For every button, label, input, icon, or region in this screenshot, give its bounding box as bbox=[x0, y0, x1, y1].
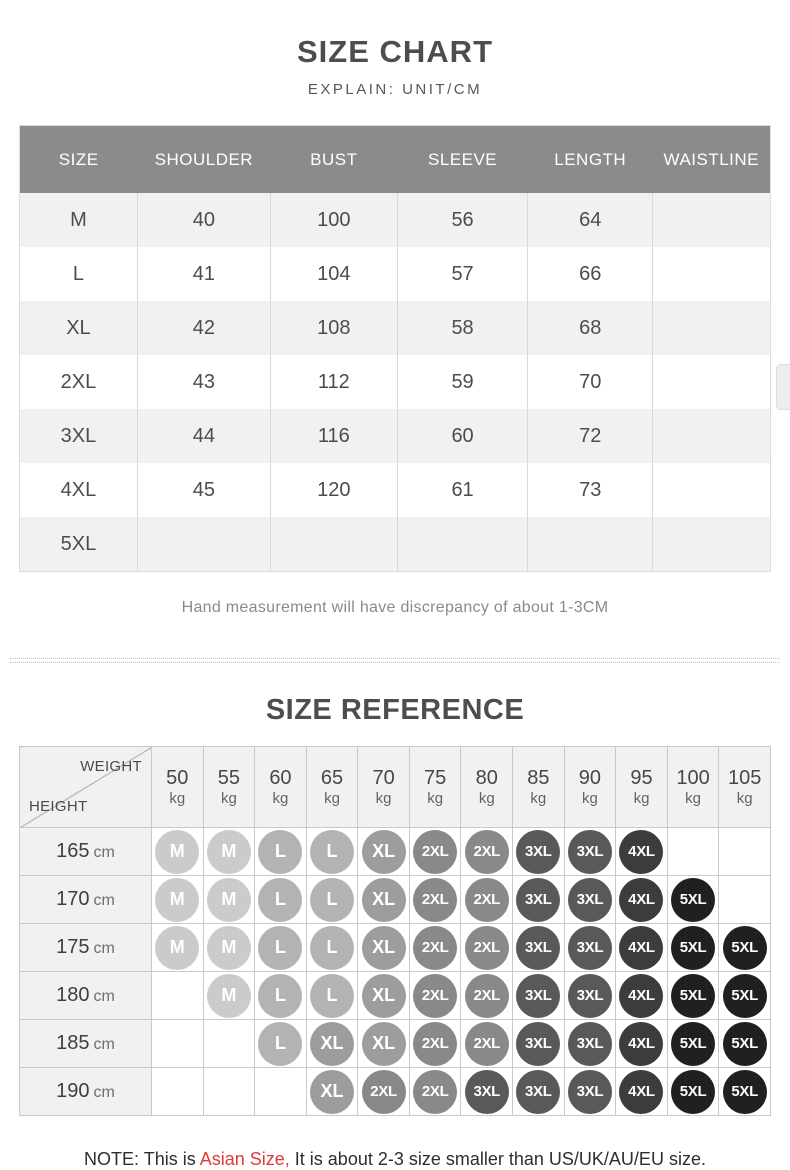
weight-unit: kg bbox=[478, 789, 495, 807]
size-badge-m: M bbox=[207, 926, 251, 970]
size-badge-3xl: 3XL bbox=[568, 878, 612, 922]
measurement-cell: 57 bbox=[397, 247, 528, 301]
size-badge-cell bbox=[461, 876, 513, 924]
size-cell: 4XL bbox=[20, 463, 138, 517]
size-badge-4xl: 4XL bbox=[619, 1070, 663, 1114]
measurement-cell: 104 bbox=[270, 247, 397, 301]
size-badge-5xl: 5XL bbox=[723, 1022, 767, 1066]
size-chart-header-row bbox=[20, 126, 771, 194]
size-badge-3xl: 3XL bbox=[568, 974, 612, 1018]
size-badge-cell bbox=[564, 972, 616, 1020]
height-cell-185cm bbox=[20, 1020, 152, 1068]
measurement-cell bbox=[653, 247, 771, 301]
size-badge-cell bbox=[461, 972, 513, 1020]
height-cell-175cm bbox=[20, 924, 152, 972]
weight-header-65kg bbox=[306, 747, 358, 828]
size-badge-cell bbox=[203, 828, 255, 876]
size-badge-cell bbox=[358, 876, 410, 924]
height-cell-165cm bbox=[20, 828, 152, 876]
size-badge-3xl: 3XL bbox=[516, 1070, 560, 1114]
measurement-cell: 68 bbox=[528, 301, 653, 355]
size-badge-cell bbox=[513, 1068, 565, 1116]
column-header-size: SIZE bbox=[20, 126, 138, 194]
size-badge-cell bbox=[358, 828, 410, 876]
height-unit: cm bbox=[93, 988, 115, 1005]
size-chart-row bbox=[20, 463, 771, 517]
size-badge-cell bbox=[564, 876, 616, 924]
size-badge-cell bbox=[203, 876, 255, 924]
size-badge-5xl: 5XL bbox=[671, 926, 715, 970]
weight-value: 55 bbox=[217, 766, 240, 789]
size-badge-cell bbox=[667, 1020, 719, 1068]
weight-header-50kg bbox=[152, 747, 204, 828]
measurement-cell bbox=[653, 463, 771, 517]
height-value: 185 bbox=[56, 1032, 90, 1054]
size-badge-cell bbox=[152, 924, 204, 972]
weight-header-95kg bbox=[616, 747, 668, 828]
measurement-cell bbox=[653, 409, 771, 463]
weight-unit: kg bbox=[685, 789, 701, 807]
size-badge-3xl: 3XL bbox=[568, 926, 612, 970]
weight-header-60kg bbox=[255, 747, 307, 828]
size-badge-5xl: 5XL bbox=[671, 1070, 715, 1114]
measurement-cell bbox=[270, 517, 397, 572]
size-badge-cell bbox=[409, 828, 461, 876]
size-badge-3xl: 3XL bbox=[516, 926, 560, 970]
measurement-cell bbox=[397, 517, 528, 572]
measurement-cell: 59 bbox=[397, 355, 528, 409]
size-badge-3xl: 3XL bbox=[465, 1070, 509, 1114]
size-badge-cell bbox=[667, 972, 719, 1020]
note-prefix: NOTE: This is bbox=[84, 1149, 200, 1169]
size-chart-row bbox=[20, 301, 771, 355]
size-badge-cell bbox=[616, 972, 668, 1020]
size-cell: M bbox=[20, 193, 138, 247]
weight-value: 95 bbox=[630, 766, 653, 789]
weight-header-85kg bbox=[513, 747, 565, 828]
size-badge-cell bbox=[203, 1068, 255, 1116]
size-badge-cell bbox=[358, 1020, 410, 1068]
size-reference-title: SIZE REFERENCE bbox=[265, 694, 525, 726]
measurement-cell: 60 bbox=[397, 409, 528, 463]
measurement-cell: 42 bbox=[137, 301, 270, 355]
height-unit: cm bbox=[93, 940, 115, 957]
size-badge-xl: XL bbox=[310, 1022, 354, 1066]
measurement-cell: 58 bbox=[397, 301, 528, 355]
size-badge-cell bbox=[409, 876, 461, 924]
size-badge-m: M bbox=[207, 878, 251, 922]
size-badge-cell bbox=[152, 828, 204, 876]
weight-header-80kg bbox=[461, 747, 513, 828]
size-badge-5xl: 5XL bbox=[723, 1070, 767, 1114]
size-reference-table bbox=[19, 746, 771, 1116]
height-value: 180 bbox=[56, 984, 90, 1006]
measurement-cell: 100 bbox=[270, 193, 397, 247]
weight-unit: kg bbox=[169, 789, 186, 807]
size-badge-3xl: 3XL bbox=[568, 1022, 612, 1066]
measurement-cell bbox=[137, 517, 270, 572]
size-badge-3xl: 3XL bbox=[516, 974, 560, 1018]
size-badge-l: L bbox=[258, 1022, 302, 1066]
size-badge-4xl: 4XL bbox=[619, 926, 663, 970]
size-badge-l: L bbox=[258, 878, 302, 922]
measurement-cell: 112 bbox=[270, 355, 397, 409]
size-chart-row bbox=[20, 193, 771, 247]
size-badge-cell bbox=[564, 1020, 616, 1068]
size-badge-cell bbox=[152, 1020, 204, 1068]
height-cell-180cm bbox=[20, 972, 152, 1020]
size-badge-cell bbox=[409, 1020, 461, 1068]
dotted-divider bbox=[10, 658, 780, 663]
measurement-cell bbox=[653, 193, 771, 247]
size-reference-row bbox=[20, 924, 771, 972]
size-cell: XL bbox=[20, 301, 138, 355]
size-badge-cell bbox=[719, 972, 771, 1020]
size-badge-cell bbox=[152, 972, 204, 1020]
measurement-cell: 56 bbox=[397, 193, 528, 247]
page-header bbox=[0, 0, 790, 98]
column-header-length: LENGTH bbox=[528, 126, 653, 194]
size-badge-cell bbox=[461, 828, 513, 876]
size-badge-2xl: 2XL bbox=[413, 974, 457, 1018]
weight-header-70kg bbox=[358, 747, 410, 828]
measurement-cell: 43 bbox=[137, 355, 270, 409]
size-badge-m: M bbox=[207, 830, 251, 874]
size-badge-m: M bbox=[155, 830, 199, 874]
weight-value: 70 bbox=[372, 766, 395, 789]
weight-value: 100 bbox=[676, 766, 710, 789]
measurement-cell: 72 bbox=[528, 409, 653, 463]
size-badge-2xl: 2XL bbox=[465, 878, 509, 922]
size-badge-l: L bbox=[310, 878, 354, 922]
weight-height-corner-cell bbox=[20, 747, 152, 828]
size-badge-cell bbox=[203, 924, 255, 972]
size-cell: 3XL bbox=[20, 409, 138, 463]
size-badge-cell bbox=[667, 1068, 719, 1116]
size-badge-5xl: 5XL bbox=[671, 974, 715, 1018]
size-badge-cell bbox=[306, 972, 358, 1020]
weight-unit: kg bbox=[581, 789, 598, 807]
size-badge-4xl: 4XL bbox=[619, 830, 663, 874]
size-badge-cell bbox=[306, 1068, 358, 1116]
column-header-shoulder: SHOULDER bbox=[137, 126, 270, 194]
weight-header-75kg bbox=[409, 747, 461, 828]
weight-value: 75 bbox=[424, 766, 447, 789]
measurement-cell: 64 bbox=[528, 193, 653, 247]
size-badge-cell bbox=[564, 1068, 616, 1116]
size-badge-cell bbox=[513, 876, 565, 924]
size-badge-l: L bbox=[310, 926, 354, 970]
weight-unit: kg bbox=[324, 789, 340, 807]
size-badge-2xl: 2XL bbox=[465, 1022, 509, 1066]
size-badge-cell bbox=[255, 876, 307, 924]
size-cell: 2XL bbox=[20, 355, 138, 409]
size-badge-2xl: 2XL bbox=[413, 1022, 457, 1066]
size-badge-4xl: 4XL bbox=[619, 878, 663, 922]
weight-value: 80 bbox=[475, 766, 498, 789]
size-badge-3xl: 3XL bbox=[516, 1022, 560, 1066]
size-badge-m: M bbox=[207, 974, 251, 1018]
height-value: 175 bbox=[56, 936, 90, 958]
size-badge-xl: XL bbox=[362, 1022, 406, 1066]
size-badge-cell bbox=[255, 972, 307, 1020]
size-badge-2xl: 2XL bbox=[413, 830, 457, 874]
size-reference-row bbox=[20, 828, 771, 876]
size-badge-3xl: 3XL bbox=[516, 830, 560, 874]
size-badge-5xl: 5XL bbox=[723, 926, 767, 970]
note-highlight: Asian Size, bbox=[199, 1149, 290, 1169]
measurement-cell: 45 bbox=[137, 463, 270, 517]
size-badge-3xl: 3XL bbox=[568, 830, 612, 874]
measurement-cell: 40 bbox=[137, 193, 270, 247]
height-value: 165 bbox=[56, 840, 90, 862]
measurement-cell: 41 bbox=[137, 247, 270, 301]
column-header-sleeve: SLEEVE bbox=[397, 126, 528, 194]
size-chart-title: SIZE CHART bbox=[297, 34, 493, 69]
column-header-bust: BUST bbox=[270, 126, 397, 194]
size-cell: L bbox=[20, 247, 138, 301]
height-cell-170cm bbox=[20, 876, 152, 924]
size-cell: 5XL bbox=[20, 517, 138, 572]
measurement-cell bbox=[528, 517, 653, 572]
size-badge-cell bbox=[306, 828, 358, 876]
size-badge-cell bbox=[409, 924, 461, 972]
size-badge-cell bbox=[564, 828, 616, 876]
size-badge-cell bbox=[513, 972, 565, 1020]
size-badge-l: L bbox=[258, 974, 302, 1018]
size-badge-m: M bbox=[155, 926, 199, 970]
size-badge-xl: XL bbox=[362, 926, 406, 970]
weight-header-105kg bbox=[719, 747, 771, 828]
weight-unit: kg bbox=[427, 789, 444, 807]
measurement-cell bbox=[653, 355, 771, 409]
measurement-cell: 66 bbox=[528, 247, 653, 301]
weight-value: 90 bbox=[578, 766, 602, 789]
weight-unit: kg bbox=[530, 789, 547, 807]
size-badge-cell bbox=[255, 1020, 307, 1068]
size-badge-cell bbox=[564, 924, 616, 972]
weight-unit: kg bbox=[736, 789, 753, 807]
size-badge-cell bbox=[719, 876, 771, 924]
size-badge-2xl: 2XL bbox=[413, 1070, 457, 1114]
size-badge-cell bbox=[719, 1020, 771, 1068]
size-badge-5xl: 5XL bbox=[671, 1022, 715, 1066]
height-cell-190cm bbox=[20, 1068, 152, 1116]
size-chart-header-cells bbox=[20, 126, 771, 194]
size-badge-cell bbox=[513, 924, 565, 972]
size-chart-table bbox=[19, 125, 771, 572]
size-badge-5xl: 5XL bbox=[723, 974, 767, 1018]
size-badge-cell bbox=[306, 924, 358, 972]
size-badge-cell bbox=[667, 924, 719, 972]
size-reference-body bbox=[20, 828, 771, 1116]
height-value: 190 bbox=[56, 1080, 90, 1102]
size-badge-xl: XL bbox=[362, 878, 406, 922]
height-unit: cm bbox=[93, 844, 115, 861]
size-reference-row bbox=[20, 1020, 771, 1068]
size-badge-cell bbox=[667, 828, 719, 876]
size-badge-cell bbox=[409, 972, 461, 1020]
weight-header-55kg bbox=[203, 747, 255, 828]
size-badge-4xl: 4XL bbox=[619, 974, 663, 1018]
size-badge-xl: XL bbox=[310, 1070, 354, 1114]
height-value: 170 bbox=[56, 888, 90, 910]
size-reference-row bbox=[20, 972, 771, 1020]
size-badge-3xl: 3XL bbox=[516, 878, 560, 922]
size-badge-l: L bbox=[258, 926, 302, 970]
size-badge-cell bbox=[667, 876, 719, 924]
size-badge-2xl: 2XL bbox=[465, 974, 509, 1018]
weight-label: WEIGHT bbox=[80, 758, 142, 775]
size-badge-cell bbox=[203, 1020, 255, 1068]
measurement-cell: 61 bbox=[397, 463, 528, 517]
size-reference-row bbox=[20, 876, 771, 924]
measurement-footnote: Hand measurement will have discrepancy of about 1-3CM bbox=[181, 599, 609, 616]
size-badge-4xl: 4XL bbox=[619, 1022, 663, 1066]
weight-header-90kg bbox=[564, 747, 616, 828]
weight-unit: kg bbox=[633, 789, 650, 807]
size-badge-2xl: 2XL bbox=[465, 830, 509, 874]
size-badge-cell bbox=[152, 1068, 204, 1116]
size-badge-l: L bbox=[310, 830, 354, 874]
size-reference-header-row bbox=[20, 747, 771, 828]
weight-unit: kg bbox=[220, 789, 237, 807]
size-chart-subtitle: EXPLAIN: UNIT/CM bbox=[307, 81, 483, 98]
size-badge-xl: XL bbox=[362, 974, 406, 1018]
size-badge-cell bbox=[616, 828, 668, 876]
scrollbar-thumb[interactable] bbox=[776, 364, 790, 410]
size-reference-row bbox=[20, 1068, 771, 1116]
size-chart-row bbox=[20, 409, 771, 463]
size-badge-cell bbox=[719, 924, 771, 972]
measurement-cell: 44 bbox=[137, 409, 270, 463]
size-badge-2xl: 2XL bbox=[413, 926, 457, 970]
size-badge-l: L bbox=[258, 830, 302, 874]
measurement-cell: 108 bbox=[270, 301, 397, 355]
size-badge-cell bbox=[409, 1068, 461, 1116]
size-badge-m: M bbox=[155, 878, 199, 922]
height-unit: cm bbox=[93, 1036, 115, 1053]
size-badge-2xl: 2XL bbox=[362, 1070, 406, 1114]
note-suffix: It is about 2-3 size smaller than US/UK/AU/EU size. bbox=[289, 1149, 706, 1169]
height-unit: cm bbox=[93, 1084, 115, 1101]
size-badge-cell bbox=[461, 1068, 513, 1116]
size-badge-cell bbox=[719, 828, 771, 876]
measurement-cell bbox=[653, 517, 771, 572]
size-badge-cell bbox=[306, 1020, 358, 1068]
size-badge-2xl: 2XL bbox=[465, 926, 509, 970]
measurement-cell: 120 bbox=[270, 463, 397, 517]
size-chart-body bbox=[20, 193, 771, 572]
size-badge-cell bbox=[255, 1068, 307, 1116]
measurement-cell: 73 bbox=[528, 463, 653, 517]
size-badge-3xl: 3XL bbox=[568, 1070, 612, 1114]
size-chart-row bbox=[20, 517, 771, 572]
size-badge-cell bbox=[152, 876, 204, 924]
weight-value: 50 bbox=[166, 766, 189, 789]
size-badge-cell bbox=[616, 1068, 668, 1116]
size-badge-cell bbox=[513, 828, 565, 876]
height-unit: cm bbox=[93, 892, 115, 909]
height-label: HEIGHT bbox=[29, 798, 88, 815]
size-badge-cell bbox=[255, 924, 307, 972]
measurement-cell bbox=[653, 301, 771, 355]
weight-unit: kg bbox=[272, 789, 289, 807]
size-badge-cell bbox=[358, 972, 410, 1020]
weight-header-100kg bbox=[667, 747, 719, 828]
size-chart-row bbox=[20, 247, 771, 301]
size-badge-cell bbox=[358, 924, 410, 972]
weight-value: 85 bbox=[527, 766, 550, 789]
size-badge-cell bbox=[358, 1068, 410, 1116]
size-badge-cell bbox=[513, 1020, 565, 1068]
size-badge-cell bbox=[255, 828, 307, 876]
size-chart-row bbox=[20, 355, 771, 409]
size-badge-5xl: 5XL bbox=[671, 878, 715, 922]
measurement-cell: 116 bbox=[270, 409, 397, 463]
size-badge-l: L bbox=[310, 974, 354, 1018]
size-badge-cell bbox=[616, 1020, 668, 1068]
size-badge-xl: XL bbox=[362, 830, 406, 874]
weight-value: 60 bbox=[269, 766, 292, 789]
weight-unit: kg bbox=[375, 789, 392, 807]
size-badge-2xl: 2XL bbox=[413, 878, 457, 922]
size-badge-cell bbox=[616, 876, 668, 924]
size-badge-cell bbox=[616, 924, 668, 972]
size-badge-cell bbox=[461, 924, 513, 972]
weight-value: 65 bbox=[320, 766, 344, 789]
size-badge-cell bbox=[306, 876, 358, 924]
measurement-cell: 70 bbox=[528, 355, 653, 409]
weight-value: 105 bbox=[727, 766, 762, 789]
size-badge-cell bbox=[719, 1068, 771, 1116]
size-badge-cell bbox=[203, 972, 255, 1020]
size-badge-cell bbox=[461, 1020, 513, 1068]
asian-size-note bbox=[0, 1149, 790, 1170]
column-header-waistline: WAISTLINE bbox=[653, 126, 771, 194]
